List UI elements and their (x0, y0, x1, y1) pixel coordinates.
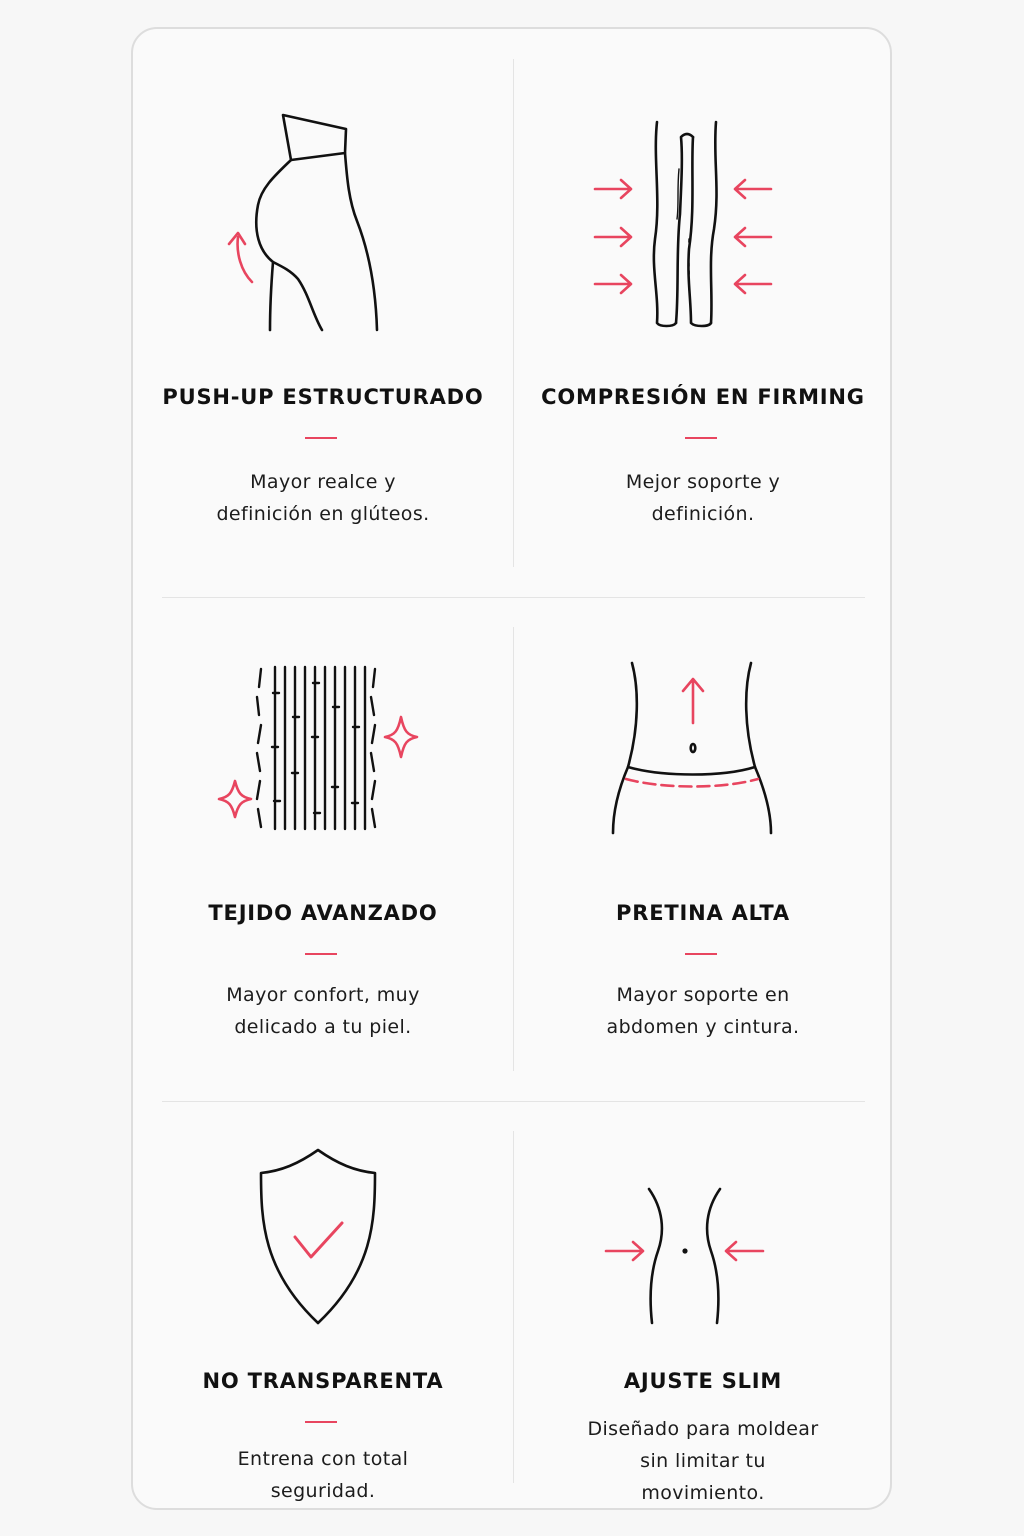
high-waistband-icon (513, 597, 893, 897)
navel-dot (682, 1248, 687, 1253)
fabric-icon (133, 597, 513, 897)
feature-title: PUSH-UP ESTRUCTURADO (162, 385, 484, 409)
feature-title: AJUSTE SLIM (623, 1369, 783, 1393)
push-up-icon (133, 29, 513, 359)
description-line: Mayor realce y (250, 471, 396, 493)
feature-description (533, 979, 873, 1043)
description-line: definición. (651, 503, 755, 525)
feature-compression (513, 29, 893, 597)
feature-description (153, 1443, 493, 1507)
description-line: movimiento. (641, 1482, 765, 1504)
feature-high-waistband (513, 597, 893, 1101)
feature-slim-fit (513, 1101, 893, 1512)
feature-description (533, 466, 873, 530)
feature-title: COMPRESIÓN EN FIRMING (541, 385, 865, 409)
accent-dash (305, 437, 337, 439)
description-line: Mayor soporte en (616, 984, 790, 1006)
feature-description (153, 979, 493, 1043)
accent-dash (305, 1421, 337, 1423)
feature-no-transparency (133, 1101, 513, 1512)
feature-push-up (133, 29, 513, 597)
accent-dash (685, 437, 717, 439)
feature-description (153, 466, 493, 530)
compression-icon (513, 29, 893, 359)
description-line: delicado a tu piel. (234, 1016, 412, 1038)
feature-fabric (133, 597, 513, 1101)
description-line: Entrena con total (237, 1448, 409, 1470)
feature-title: NO TRANSPARENTA (202, 1369, 444, 1393)
description-line: Mayor confort, muy (226, 984, 420, 1006)
feature-description (533, 1413, 873, 1509)
accent-dash (305, 953, 337, 955)
features-card (131, 27, 892, 1510)
feature-title: TEJIDO AVANZADO (208, 901, 438, 925)
description-line: Diseñado para moldear (587, 1418, 819, 1440)
description-line: sin limitar tu (640, 1450, 766, 1472)
description-line: definición en glúteos. (216, 503, 430, 525)
accent-dash (685, 953, 717, 955)
description-line: abdomen y cintura. (606, 1016, 800, 1038)
feature-title: PRETINA ALTA (616, 901, 790, 925)
shield-check-icon (133, 1101, 513, 1381)
description-line: Mejor soporte y (625, 471, 781, 493)
slim-fit-icon (513, 1101, 893, 1381)
description-line: seguridad. (270, 1480, 376, 1502)
